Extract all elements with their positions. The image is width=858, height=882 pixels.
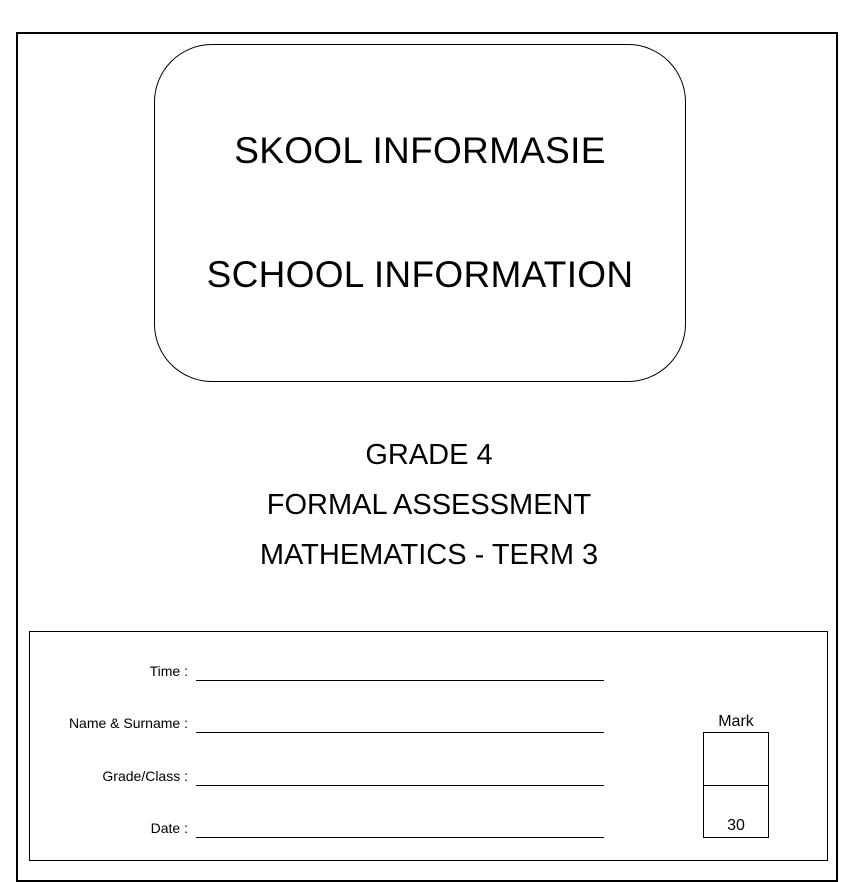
- grade-class-label: Grade/Class :: [102, 768, 188, 784]
- date-field[interactable]: [196, 837, 604, 838]
- time-label: Time :: [149, 663, 188, 679]
- school-information-box: [154, 44, 686, 382]
- mark-box: [703, 732, 769, 838]
- assessment-heading: FORMAL ASSESSMENT: [266, 489, 592, 521]
- mark-label: Mark: [718, 713, 754, 730]
- subject-heading: MATHEMATICS - TERM 3: [259, 539, 599, 571]
- date-label: Date :: [150, 820, 188, 836]
- name-surname-field[interactable]: [196, 732, 604, 733]
- name-surname-label: Name & Surname :: [68, 715, 188, 731]
- mark-divider: [704, 785, 768, 786]
- grade-class-field[interactable]: [196, 785, 604, 786]
- school-info-afrikaans: SKOOL INFORMASIE: [234, 130, 606, 171]
- time-field[interactable]: [196, 680, 604, 681]
- mark-total: 30: [727, 817, 745, 834]
- grade-heading: GRADE 4: [365, 439, 493, 471]
- school-info-english: SCHOOL INFORMATION: [206, 254, 634, 295]
